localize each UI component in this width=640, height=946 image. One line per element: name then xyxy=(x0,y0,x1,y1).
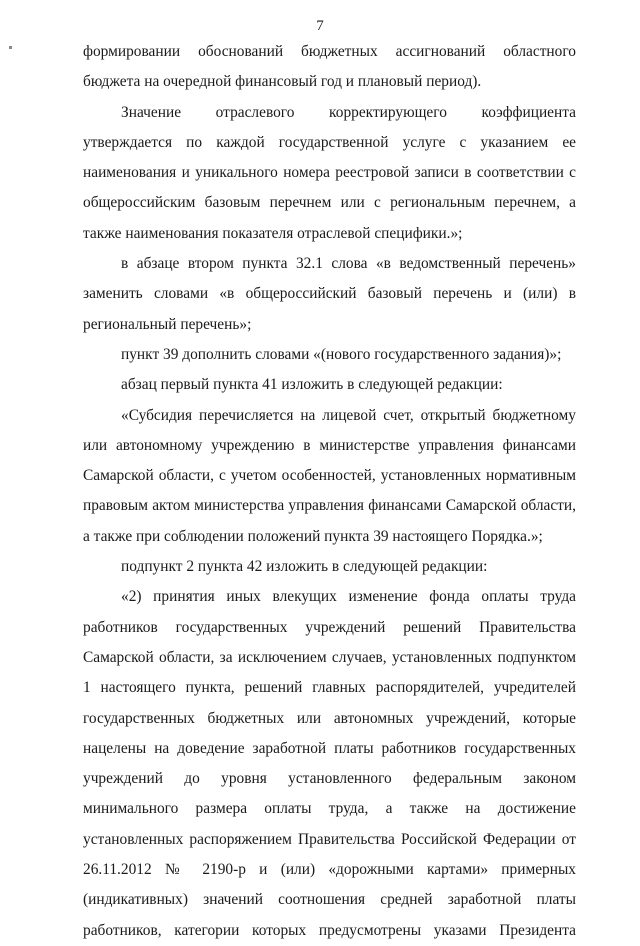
paragraph-amend-32-1: в абзаце втором пункта 32.1 слова «в ведомственный перечень» заменить словами «в общероссийский базовый перечень и (или) в региональный перечень»; xyxy=(83,255,576,333)
paragraph-continuation: формировании обоснований бюджетных ассигнований областного бюджета на очередной финансовый год и плановый период). xyxy=(83,43,576,91)
paragraph-coefficient: Значение отраслевого корректирующего коэффициента утверждается по каждой государственной услуге с указанием ее наименования и уникального номера реестровой записи в соответствии с общероссийским базовым перечнем или с региональным перечнем, а также наименования показателя отраслевой специфики.»; xyxy=(83,103,576,242)
scan-speck xyxy=(9,46,12,49)
paragraph-amend-42-intro: подпункт 2 пункта 42 изложить в следующей редакции: xyxy=(121,558,488,576)
paragraph-subitem-2-text: «2) принятия иных влекущих изменение фонда оплаты труда работников государственных учреждений решений Правительства Самарской области, за исключением случаев, установленных подпунктом 1 настоящего пункта, решений главных распорядителей, учредителей государственных бюджетных или автономных учреждений, которые нацелены на доведение заработной платы работников государственных учреждений до уровня установленного федеральным законом минимального размера оплаты труда, а также на достижение установленных распоряжением Правительства Российской Федерации от 26.11.2012 № 2190-р и (или) «дорожными картами» примерных (индикативных) значений соотношения средней заработной платы работников, категории которых предусмотрены указами Президента xyxy=(83,588,576,939)
paragraph-subsidy-text: «Субсидия перечисляется на лицевой счет, открытый бюджетному или автономному учреждению в министерстве управления финансами Самарской области, с учетом особенностей, установленных нормативным правовым актом министерства управления финансами Самарской области, а также при соблюдении положений пункта 39 настоящего Порядка.»; xyxy=(83,406,576,545)
document-body xyxy=(83,37,576,946)
page-number: 7 xyxy=(316,18,324,34)
paragraph-amend-39: пункт 39 дополнить словами «(нового государственного задания)»; xyxy=(121,345,562,363)
paragraph-amend-41-intro: абзац первый пункта 41 изложить в следующей редакции: xyxy=(121,376,503,394)
